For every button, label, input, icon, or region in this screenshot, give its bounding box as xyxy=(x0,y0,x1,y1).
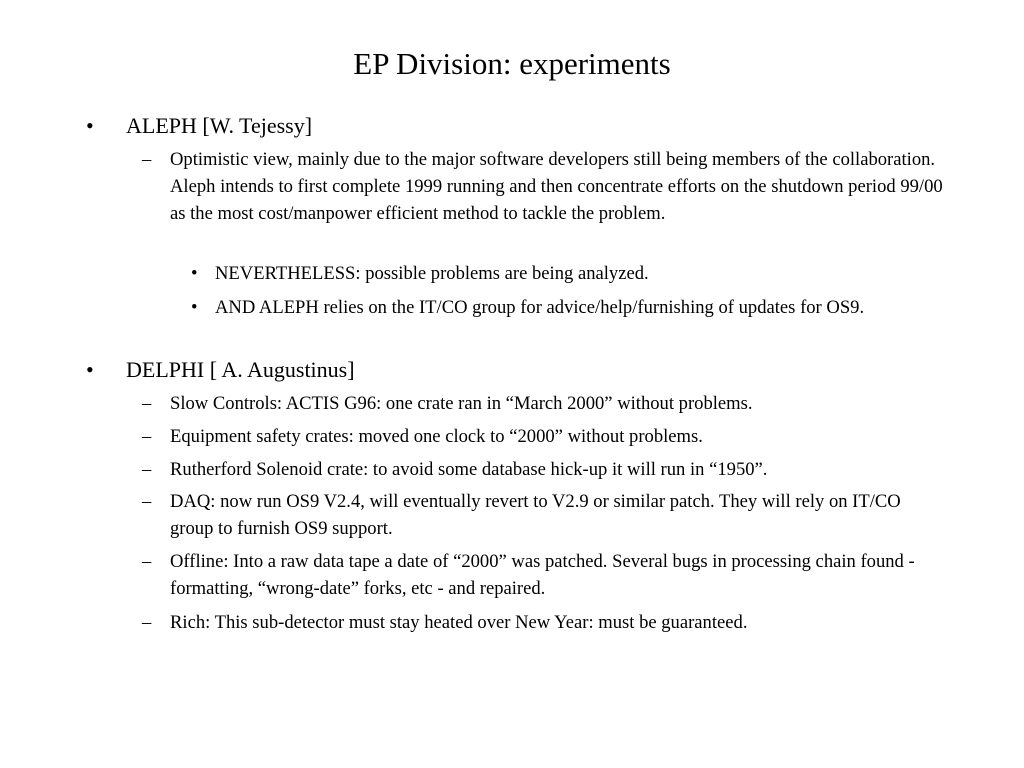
delphi-item-text: Rutherford Solenoid crate: to avoid some database hick-up it will run in “1950”. xyxy=(170,459,768,480)
delphi-item-daq xyxy=(142,488,945,542)
delphi-item-rutherford-solenoid xyxy=(142,456,945,483)
dash-marker: – xyxy=(142,551,152,572)
aleph-subitem-text: NEVERTHELESS: possible problems are being analyzed. xyxy=(215,263,649,284)
aleph-subitem-nevertheless xyxy=(191,261,945,287)
delphi-item-equipment-safety xyxy=(142,423,945,450)
subbullet-marker: • xyxy=(191,263,198,284)
dash-marker: – xyxy=(142,612,152,633)
delphi-item-text: Equipment safety crates: moved one clock to “2000” without problems. xyxy=(170,426,703,447)
aleph-subitem-itco xyxy=(191,295,945,321)
dash-marker: – xyxy=(142,149,152,170)
bullet-delphi-label: DELPHI [ A. Augustinus] xyxy=(126,357,355,382)
delphi-item-offline xyxy=(142,548,945,602)
aleph-item-optimistic-view xyxy=(142,146,945,227)
subbullet-marker: • xyxy=(191,297,198,318)
delphi-item-text: Rich: This sub-detector must stay heated over New Year: must be guaranteed. xyxy=(170,612,748,633)
delphi-item-text: Slow Controls: ACTIS G96: one crate ran in “March 2000” without problems. xyxy=(170,393,753,414)
bullet-marker: • xyxy=(86,113,94,138)
bullet-delphi xyxy=(86,356,946,383)
delphi-item-rich xyxy=(142,609,945,636)
dash-marker: – xyxy=(142,393,152,414)
bullet-marker: • xyxy=(86,357,94,382)
bullet-aleph-label: ALEPH [W. Tejessy] xyxy=(126,113,313,138)
aleph-item-text: Optimistic view, mainly due to the major software developers still being members of the collaboration. Aleph intends to first complete 1999 running and then concentrate efforts on the shutdown period 99/00 as the most cost/manpower efficient method to tackle the problem. xyxy=(170,149,943,224)
aleph-subitem-text: AND ALEPH relies on the IT/CO group for advice/help/furnishing of updates for OS9. xyxy=(215,297,865,318)
dash-marker: – xyxy=(142,491,152,512)
delphi-item-text: DAQ: now run OS9 V2.4, will eventually revert to V2.9 or similar patch. They will rely on IT/CO group to furnish OS9 support. xyxy=(170,491,901,539)
delphi-item-slow-controls xyxy=(142,390,945,417)
dash-marker: – xyxy=(142,459,152,480)
dash-marker: – xyxy=(142,426,152,447)
bullet-aleph xyxy=(86,112,946,139)
delphi-item-text: Offline: Into a raw data tape a date of “2000” was patched. Several bugs in processing chain found - formatting, “wrong-date” forks, etc - and repaired. xyxy=(170,551,915,599)
slide-title: EP Division: experiments xyxy=(353,46,671,81)
